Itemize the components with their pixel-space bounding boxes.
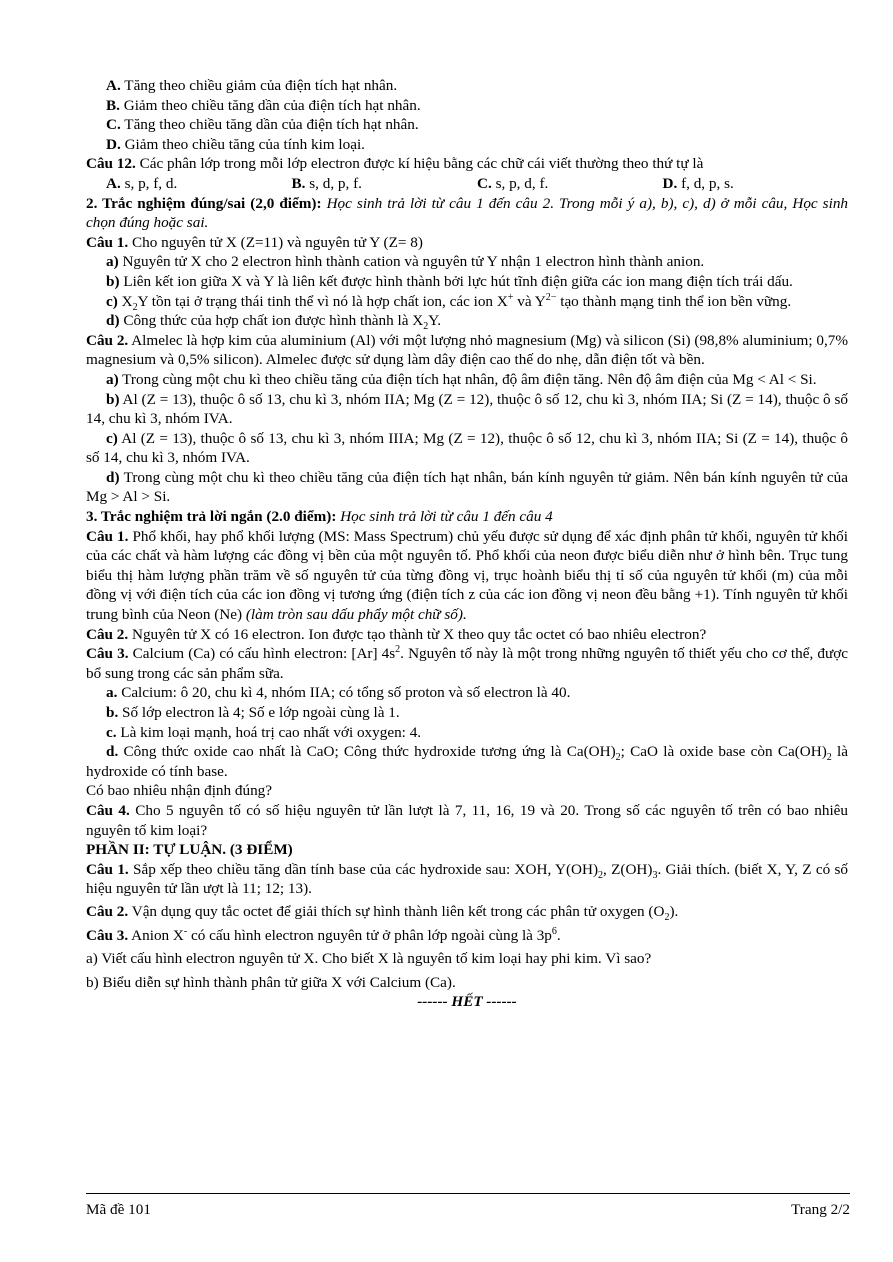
subscript: 2 (598, 869, 604, 881)
p2-q2 (86, 902, 848, 922)
item-text: tạo thành mạng tinh thể ion bền vững. (556, 292, 792, 310)
section-instruction: Học sinh trả lời từ câu 1 đến câu 4 (336, 508, 553, 526)
q12-option-a (106, 174, 292, 194)
s2-q2-stem (86, 331, 848, 370)
item-text: Al (Z = 13), thuộc ô số 13, chu kì 3, nhóm IIA; Mg (Z = 12), thuộc ô số 12, chu kì 3, nhóm IIA; Si (Z = 14), thuộc ô số 14, chu kì 3, nhóm IVA. (86, 390, 848, 428)
s2-q1-b (86, 272, 848, 292)
option-text: Tăng theo chiều tăng dần của điện tích hạt nhân. (120, 116, 419, 134)
p2-q3-b: b) Biểu diễn sự hình thành phân tử giữa X với Calcium (Ca). (86, 973, 456, 991)
s2-q1-stem (86, 233, 848, 253)
item-label: d) (106, 468, 120, 486)
item-label: a. (106, 684, 118, 702)
item-label: d. (106, 743, 119, 761)
part2-heading (86, 840, 848, 860)
subscript: 2 (615, 752, 621, 764)
item-text: Y tồn tại ở trạng thái tinh thể vì nó là hợp chất ion, các ion X (137, 292, 508, 310)
item-text: Al (Z = 13), thuộc ô số 13, chu kì 3, nhóm IIIA; Mg (Z = 12), thuộc ô số 12, chu kì 3, nhóm IIA; Si (Z = 14), thuộc ô số 14, chu kì 3, nhóm IVA. (86, 429, 848, 467)
item-label: c. (106, 723, 117, 741)
question-text: Cho nguyên tử X (Z=11) và nguyên tử Y (Z= 8) (128, 233, 423, 251)
item-text: Là kim loại mạnh, hoá trị cao nhất với oxygen: 4. (116, 723, 422, 741)
question-text: ). (669, 902, 679, 920)
item-text: và Y (513, 292, 546, 310)
section-title: 3. Trắc nghiệm trả lời ngắn (2.0 điểm): (86, 508, 337, 526)
s2-q1-c (86, 292, 848, 312)
section3-heading (86, 507, 848, 527)
option-letter: A. (106, 174, 121, 192)
s2-q2-c (86, 429, 848, 468)
item-text: X (117, 292, 133, 310)
page-number: Trang 2/2 (791, 1201, 850, 1218)
s3-q2 (86, 625, 848, 645)
question-text: . Nguyên tố này là một trong những nguyên tố thiết yếu cho cơ thể, được bổ sung trong các sản phẩm sữa. (86, 645, 848, 682)
q12-stem (86, 154, 848, 174)
question-text: Vận dụng quy tắc octet để giải thích sự hình thành liên kết trong các phân tử oxygen (O (128, 902, 665, 920)
option-letter: D. (662, 174, 678, 192)
question-label: Câu 2. (86, 902, 129, 920)
item-text: Liên kết ion giữa X và Y là liên kết được hình thành bởi lực hút tĩnh điện giữa các ion mang điện tích trái dấu. (119, 272, 793, 290)
s3-q3-c (86, 723, 848, 743)
question-note: (làm tròn sau dấu phẩy một chữ số). (245, 606, 467, 624)
section2-heading (86, 194, 848, 233)
s3-q3-a (86, 683, 848, 703)
option-letter: A. (106, 77, 121, 94)
end-mark: ------ HẾT ------ (417, 993, 517, 1011)
option-letter: C. (106, 116, 121, 134)
subscript: 2 (664, 911, 670, 923)
item-text: là hydroxide có tính base. (86, 743, 848, 780)
question-label: Câu 2. (86, 331, 129, 349)
item-text: Trong cùng một chu kì theo chiều tăng của điện tích hạt nhân, độ âm điện tăng. Nên độ âm điện của Mg < Al < Si. (118, 370, 817, 388)
question-text: Cho 5 nguyên tố có số hiệu nguyên tử lần lượt là 7, 11, 16, 19 và 20. Trong số các nguyên tố trên có bao nhiêu nguyên tố kim loại? (86, 801, 848, 839)
s3-q3-d (86, 742, 848, 781)
option-letter: B. (106, 96, 120, 114)
s3-q3-b (86, 703, 848, 723)
option-text: s, p, d, f. (491, 174, 549, 192)
option-text: s, d, p, f. (305, 174, 362, 192)
s2-q2-d (86, 468, 848, 507)
section-title: 2. Trắc nghiệm đúng/sai (2,0 điểm): (86, 194, 322, 212)
superscript: + (507, 291, 514, 303)
option-text: s, p, f, d. (120, 174, 178, 192)
p2-q1 (86, 860, 848, 899)
question-label: Câu 1. (86, 233, 129, 251)
question-text: Sắp xếp theo chiều tăng dần tính base của các hydroxide sau: XOH, Y(OH) (128, 860, 599, 878)
s3-q4 (86, 801, 848, 840)
subscript: 3 (652, 869, 658, 881)
question-label: Câu 1. (86, 860, 129, 878)
item-text: Số lớp electron là 4; Số e lớp ngoài cùng là 1. (118, 704, 400, 721)
s2-q1-d (86, 311, 848, 331)
option-text: Giảm theo chiều tăng của tính kim loại. (120, 135, 365, 153)
item-label: b) (106, 272, 120, 290)
item-label: c) (106, 292, 118, 310)
item-text: Calcium: ô 20, chu kì 4, nhóm IIA; có tổng số proton và số electron là 40. (117, 684, 571, 702)
s3-q3-question: Có bao nhiêu nhận định đúng? (86, 782, 273, 800)
item-text: Y. (428, 312, 442, 330)
option-text: f, d, p, s. (677, 174, 734, 192)
q11-option-a (86, 76, 848, 96)
superscript: 2 (395, 644, 401, 656)
subscript: 2 (132, 301, 138, 313)
question-text: Calcium (Ca) có cấu hình electron: [Ar] 4s (128, 645, 396, 663)
subscript: 2 (826, 752, 832, 764)
footer-divider (86, 1193, 850, 1194)
option-text: Giảm theo chiều tăng dần của điện tích hạt nhân. (119, 96, 421, 114)
item-label: d) (106, 312, 120, 330)
exam-code: Mã đề 101 (86, 1201, 151, 1218)
item-text: ; CaO là oxide base còn Ca(OH) (620, 743, 827, 761)
question-label: Câu 12. (86, 155, 136, 173)
s2-q1-a (86, 252, 848, 272)
item-text: Công thức oxide cao nhất là CaO; Công thức hydroxide tương ứng là Ca(OH) (118, 743, 616, 761)
superscript: 2− (545, 291, 557, 303)
option-letter: D. (106, 135, 121, 153)
q12-option-c (477, 174, 663, 194)
question-text: . (556, 926, 561, 944)
question-text: Anion X (128, 926, 184, 944)
s3-q3-stem (86, 644, 848, 683)
q11-option-b (86, 96, 848, 116)
question-text: Nguyên tử X có 16 electron. Ion được tạo thành từ X theo quy tắc octet có bao nhiêu electron? (128, 625, 707, 643)
question-text: Phổ khối, hay phổ khối lượng (MS: Mass Spectrum) chủ yếu được sử dụng để xác định phân tử khối, nguyên tử khối của các chất và hàm lượng các đồng vị bền của một nguyên tố. Phổ khối của neon được biểu diễn như ở hình bên. Trục tung biểu thị hàm lượng phần trăm về số nguyên tử của từng đồng vị, trục hoành biểu thị tỉ số của nguyên tử khối (m) của mỗi đồng vị với điện tích của các ion đồng vị tương ứng (điện tích z của các ion đồng vị neon đều bằng +1). Tính nguyên tử khối trung bình của Neon (Ne) (86, 527, 848, 624)
item-text: Công thức của hợp chất ion được hình thành là X (119, 312, 424, 330)
superscript: 6 (551, 925, 557, 937)
item-label: b) (106, 390, 120, 408)
p2-q3-stem (86, 926, 848, 946)
question-label: Câu 3. (86, 926, 129, 944)
question-label: Câu 1. (86, 527, 129, 545)
option-letter: C. (477, 174, 492, 192)
item-text: Trong cùng một chu kì theo chiều tăng của điện tích hạt nhân, bán kính nguyên tử giảm. Nên bán kính nguyên tử của Mg > Al > Si. (86, 468, 848, 506)
s2-q2-b (86, 390, 848, 429)
q12-option-d (663, 174, 849, 194)
question-text: Almelec là hợp kim của aluminium (Al) với một lượng nhỏ magnesium (Mg) và silicon (Si) (98,8% aluminium; 0,7% magnesium và 0,5% silicon). Almelec được sử dụng làm dây điện cao thế do nhẹ, dẫn điện tốt và bền. (86, 331, 848, 369)
q11-option-c (86, 115, 848, 135)
item-label: b. (106, 704, 119, 721)
item-label: c) (106, 429, 118, 447)
page-content (86, 76, 848, 1012)
question-text: Các phân lớp trong mỗi lớp electron được kí hiệu bằng các chữ cái viết thường theo thứ tự là (135, 155, 704, 173)
q12-option-b (292, 174, 478, 194)
item-label: a) (106, 253, 119, 271)
option-text: Tăng theo chiều giảm của điện tích hạt nhân. (120, 77, 398, 94)
s3-q1 (86, 527, 848, 625)
question-text: . Giải thích. (biết X, Y, Z có số hiệu nguyên tử lần ượt là 11; 12; 13). (86, 860, 849, 898)
part-title: PHẦN II: TỰ LUẬN. (3 ĐIỂM) (86, 841, 293, 859)
option-letter: B. (291, 174, 306, 192)
p2-q3-a: a) Viết cấu hình electron nguyên tử X. Cho biết X là nguyên tố kim loại hay phi kim. Vì sao? (86, 950, 652, 968)
question-label: Câu 3. (86, 645, 129, 663)
question-text: có cấu hình electron nguyên tử ở phân lớp ngoài cùng là 3p (187, 926, 552, 944)
section-instruction: Học sinh trả lời từ câu 1 đến câu 2. Trong mỗi ý a), b), c), d) ở mỗi câu, Học sinh chọn đúng hoặc sai. (86, 194, 849, 232)
subscript: 2 (423, 321, 429, 333)
q12-options (86, 174, 848, 194)
question-text: , Z(OH) (603, 860, 653, 878)
item-text: Nguyên tử X cho 2 electron hình thành cation và nguyên tử Y nhận 1 electron hình thành anion. (118, 253, 705, 271)
question-label: Câu 4. (86, 801, 130, 819)
superscript: - (183, 925, 188, 937)
question-label: Câu 2. (86, 625, 129, 643)
q11-option-d (86, 135, 848, 155)
s2-q2-a (86, 370, 848, 390)
item-label: a) (106, 370, 119, 388)
